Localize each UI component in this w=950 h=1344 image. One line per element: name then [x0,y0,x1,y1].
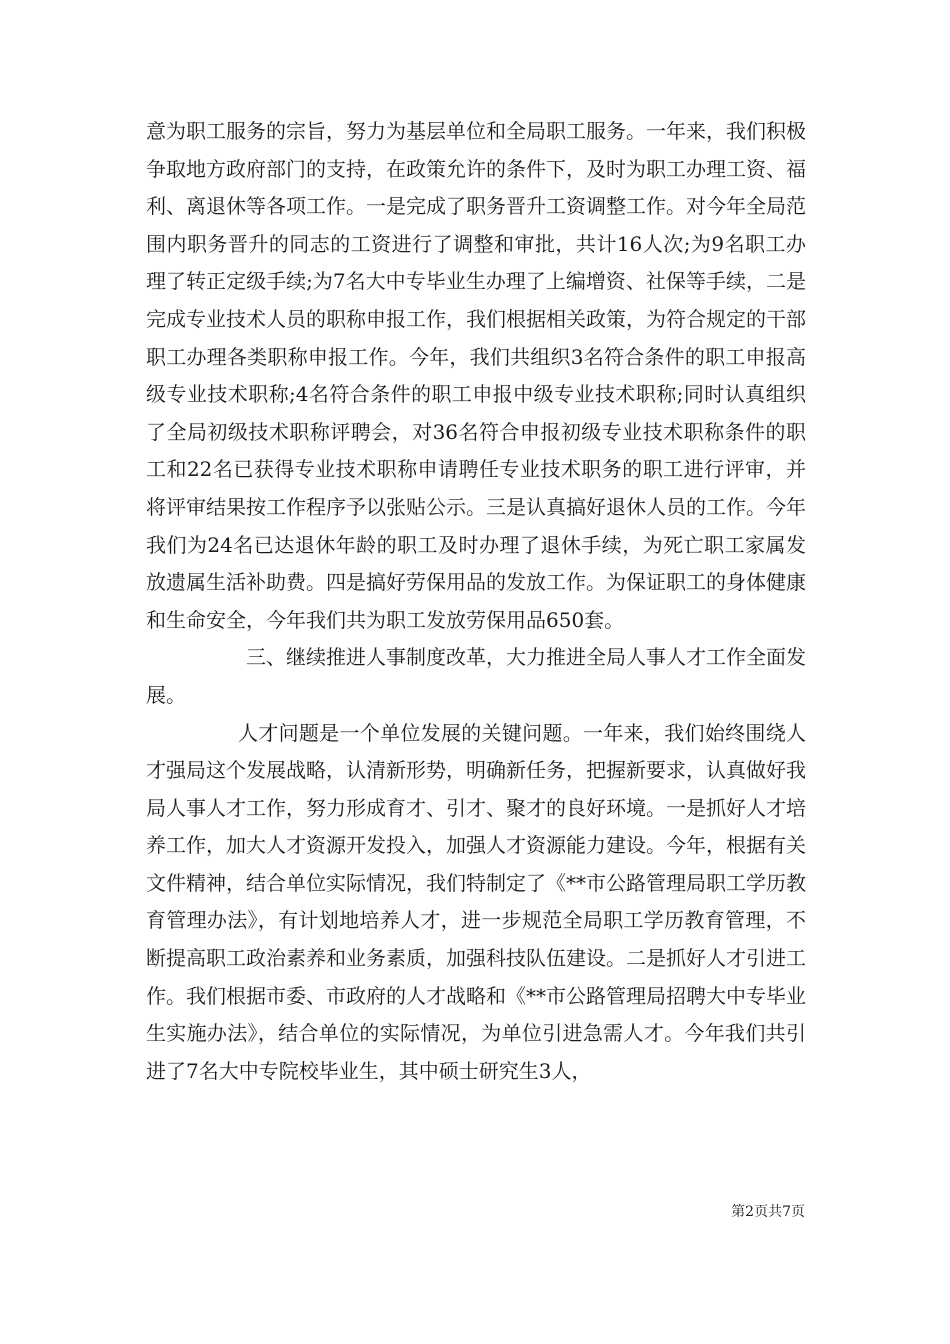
document-body [146,113,806,1090]
body-paragraph-1: 意为职工服务的宗旨，努力为基层单位和全局职工服务。一年来，我们积极争取地方政府部门的支持，在政策允许的条件下，及时为职工办理工资、福利、离退休等各项工作。一是完成了职务晋升工资调整工作。对今年全局范围内职务晋升的同志的工资进行了调整和审批，共计16人次;为9名职工办理了转正定级手续;为7名大中专毕业生办理了上编增资、社保等手续，二是完成专业技术人员的职称申报工作，我们根据相关政策，为符合规定的干部职工办理各类职称申报工作。今年，我们共组织3名符合条件的职工申报高级专业技术职称;4名符合条件的职工申报中级专业技术职称;同时认真组织了全局初级技术职称评聘会，对36名符合申报初级专业技术职称条件的职工和22名已获得专业技术职称申请聘任专业技术职务的职工进行评审，并将评审结果按工作程序予以张贴公示。三是认真搞好退休人员的工作。今年我们为24名已达退休年龄的职工及时办理了退休手续，为死亡职工家属发放遗属生活补助费。四是搞好劳保用品的发放工作。为保证职工的身体健康和生命安全，今年我们共为职工发放劳保用品650套。 [146,119,806,632]
body-paragraph-2: 人才问题是一个单位发展的关键问题。一年来，我们始终围绕人才强局这个发展战略，认清新形势，明确新任务，把握新要求，认真做好我局人事人才工作，努力形成育才、引才、聚才的良好环境。一是抓好人才培养工作，加大人才资源开发投入，加强人才资源能力建设。今年，根据有关文件精神，结合单位实际情况，我们特制定了《**市公路管理局职工学历教育管理办法》，有计划地培养人才，进一步规范全局职工学历教育管理，不断提高职工政治素养和业务素质，加强科技队伍建设。二是抓好人才引进工作。我们根据市委、市政府的人才战略和《**市公路管理局招聘大中专毕业生实施办法》，结合单位的实际情况，为单位引进急需人才。今年我们共引进了7名大中专院校毕业生，其中硕士研究生3人， [146,720,806,1083]
section-heading-3: 三、继续推进人事制度改革，大力推进全局人事人才工作全面发展。 [146,645,806,707]
page-number-footer: 第2页共7页 [731,1204,805,1220]
